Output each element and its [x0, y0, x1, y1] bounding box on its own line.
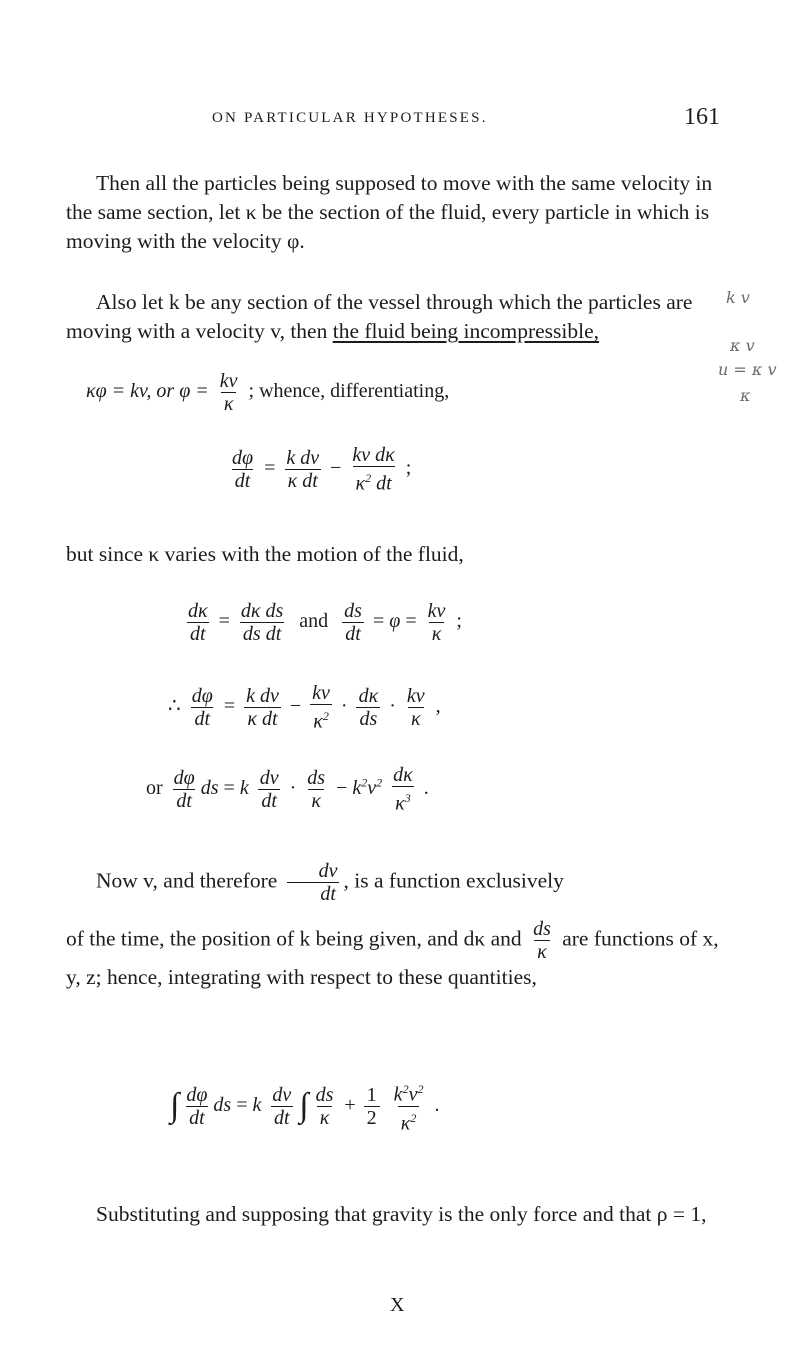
margin-note-line-3: u = κ v — [718, 360, 777, 379]
paragraph-3-text: but since κ varies with the motion of the fluid, — [66, 542, 464, 566]
paragraph-2-text: Also let k be any section of the vessel through which the particles are moving with a velocity v, then — [66, 290, 693, 343]
underlined-phrase: the fluid being incompressible, — [332, 319, 600, 343]
equation-1-fraction — [217, 370, 241, 415]
page-number: 161 — [684, 104, 720, 130]
paragraph-3 — [66, 540, 736, 569]
fraction-denominator: κ — [221, 392, 237, 415]
paragraph-1 — [66, 169, 736, 256]
equation-4: ∴ $\frac{d\varphi}{dt}$ = $\frac{\text{k dv}}{\text{κ dt}}$ − $\frac{kv}{\kappa^2}$ · $\frac{d\kappa}{ds}$ · $\frac{kv}{\kappa}$ , — [168, 682, 441, 733]
equation-3: $\frac{d\kappa}{dt}$ = $\frac{\text{dκ ds}}{\text{ds dt}}$ and $\frac{ds}{dt}$ = φ = $\frac{kv}{\kappa}$ ; — [188, 600, 462, 645]
signature-mark: X — [390, 1294, 406, 1316]
paragraph-4: Now v, and therefore $\frac{dv}{dt}$ , is a function exclusively — [96, 860, 564, 905]
paragraph-4-text-a: Now v, and therefore — [96, 868, 278, 893]
paragraph-2 — [66, 288, 736, 346]
fraction-numerator: kv — [219, 370, 238, 392]
running-header: ON PARTICULAR HYPOTHESES. — [212, 110, 488, 126]
paragraph-1-text: Then all the particles being supposed to move with the same velocity in the same section, let κ be the section of the fluid, every particle in which is moving with the velocity φ. — [66, 171, 713, 253]
equation-6: ∫ $\frac{d\varphi}{dt}$ ds = k $\frac{dv}{dt}$ ∫ $\frac{ds}{\kappa}$ + $\frac{1}{2}$ $\frac{k^2v^2}{\kappa^2}$ . — [170, 1082, 440, 1135]
margin-note-line-4: κ — [740, 386, 751, 405]
paragraph-6 — [66, 1200, 736, 1229]
equation-5: or $\frac{d\varphi}{dt}$ ds = k $\frac{dv}{dt}$ · $\frac{ds}{\kappa}$ − $k^2v^2$ $\frac{d\kappa}{\kappa^3}$ . — [146, 764, 429, 815]
equation-5-or: or — [146, 776, 163, 799]
margin-note-line-1: k v — [726, 288, 750, 307]
paragraph-5-text-b: are functions of x, y, z; hence, integrating with respect to these quantities, — [66, 926, 719, 989]
paragraph-5: of the time, the position of k being given, and dκ and $\frac{ds}{\kappa}$ are functions of x, y, z; hence, integrating with respect to these quantities, — [66, 918, 719, 989]
equation-1-left: κφ = kv, or φ = — [86, 380, 209, 403]
paragraph-4-text-b: , is a function exclusively — [343, 868, 564, 893]
equation-2: $\frac{d\varphi}{dt}$ = $\frac{\text{k dv}}{\text{κ dt}}$ − $\frac{\text{kv dκ}}{\kappa^2 dt}$ ; — [232, 444, 412, 495]
equation-1 — [86, 370, 449, 415]
margin-note-line-2: κ v — [730, 336, 755, 355]
paragraph-6-text: Substituting and supposing that gravity is the only force and that ρ = 1, — [96, 1202, 707, 1226]
equation-1-right: ; whence, differentiating, — [248, 380, 450, 403]
paragraph-5-text-a: of the time, the position of k being given, and dκ and — [66, 926, 522, 951]
